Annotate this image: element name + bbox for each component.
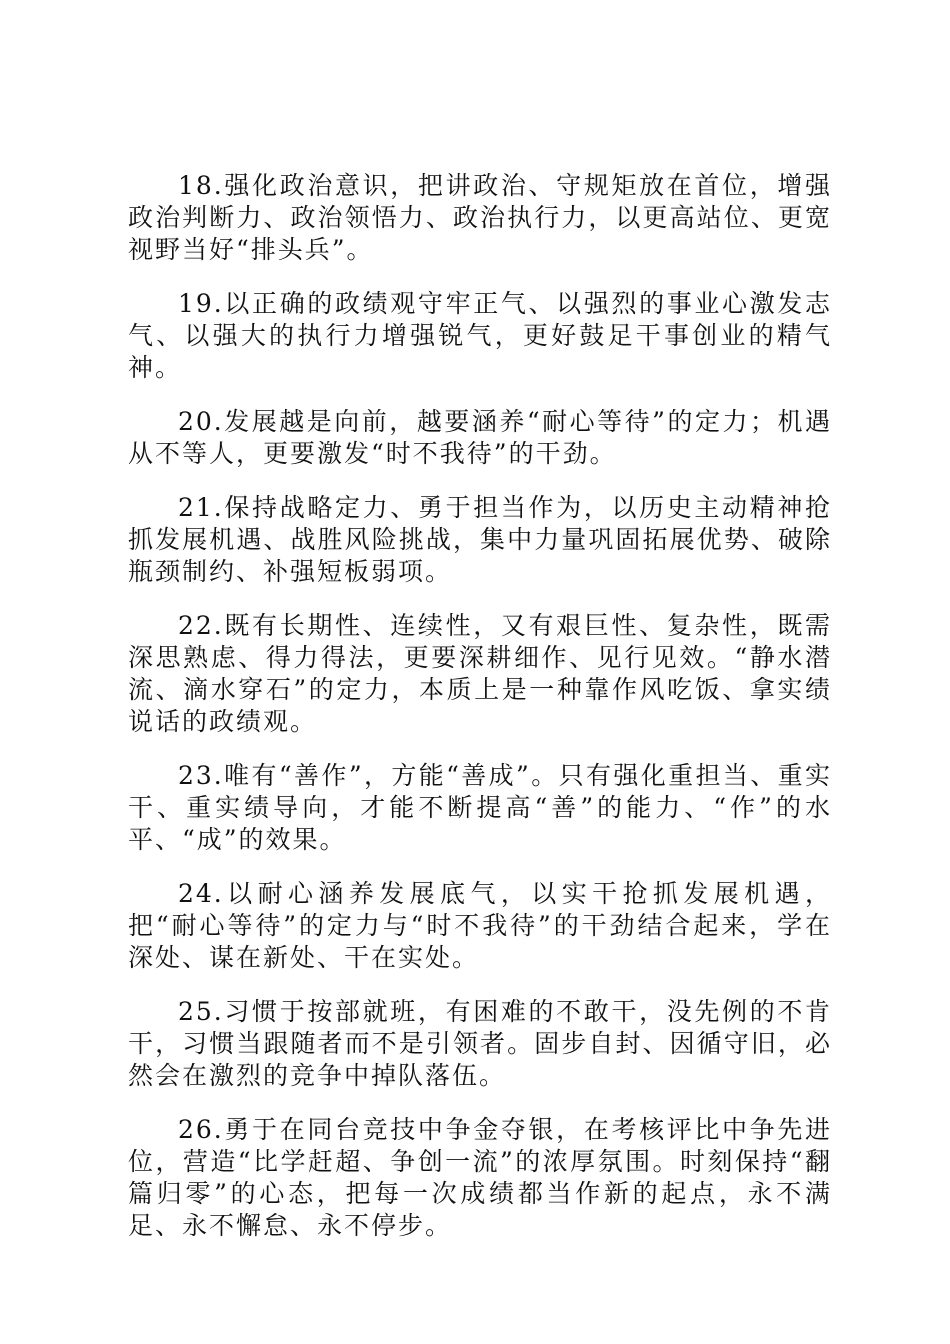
paragraph-24: 24.以耐心涵养发展底气，以实干抢抓发展机遇，把“耐心等待”的定力与“时不我待”的干劲结合起来，学在深处、谋在新处、干在实处。: [128, 879, 832, 972]
paragraph-22: 22.既有长期性、连续性，又有艰巨性、复杂性，既需深思熟虑、得力得法，更要深耕细作、见行见效。“静水潜流、滴水穿石”的定力，本质上是一种靠作风吃饭、拿实绩说话的政绩观。: [128, 611, 832, 736]
paragraph-20: 20.发展越是向前，越要涵养“耐心等待”的定力；机遇从不等人，更要激发“时不我待”的干劲。: [128, 407, 832, 468]
document-page: [128, 170, 832, 1264]
paragraph-23: 23.唯有“善作”，方能“善成”。只有强化重担当、重实干、重实绩导向，才能不断提高“善”的能力、“作”的水平、“成”的效果。: [128, 761, 832, 854]
paragraph-18: 18.强化政治意识，把讲政治、守规矩放在首位，增强政治判断力、政治领悟力、政治执行力，以更高站位、更宽视野当好“排头兵”。: [128, 171, 832, 264]
paragraph-26: 26.勇于在同台竞技中争金夺银，在考核评比中争先进位，营造“比学赶超、争创一流”的浓厚氛围。时刻保持“翻篇归零”的心态，把每一次成绩都当作新的起点，永不满足、永不懈怠、永不停步。: [128, 1115, 832, 1240]
paragraph-19: 19.以正确的政绩观守牢正气、以强烈的事业心激发志气、以强大的执行力增强锐气，更好鼓足干事创业的精气神。: [128, 289, 832, 382]
paragraph-21: 21.保持战略定力、勇于担当作为，以历史主动精神抢抓发展机遇、战胜风险挑战，集中力量巩固拓展优势、破除瓶颈制约、补强短板弱项。: [128, 493, 832, 586]
paragraph-25: 25.习惯于按部就班，有困难的不敢干，没先例的不肯干，习惯当跟随者而不是引领者。固步自封、因循守旧，必然会在激烈的竞争中掉队落伍。: [128, 997, 832, 1090]
